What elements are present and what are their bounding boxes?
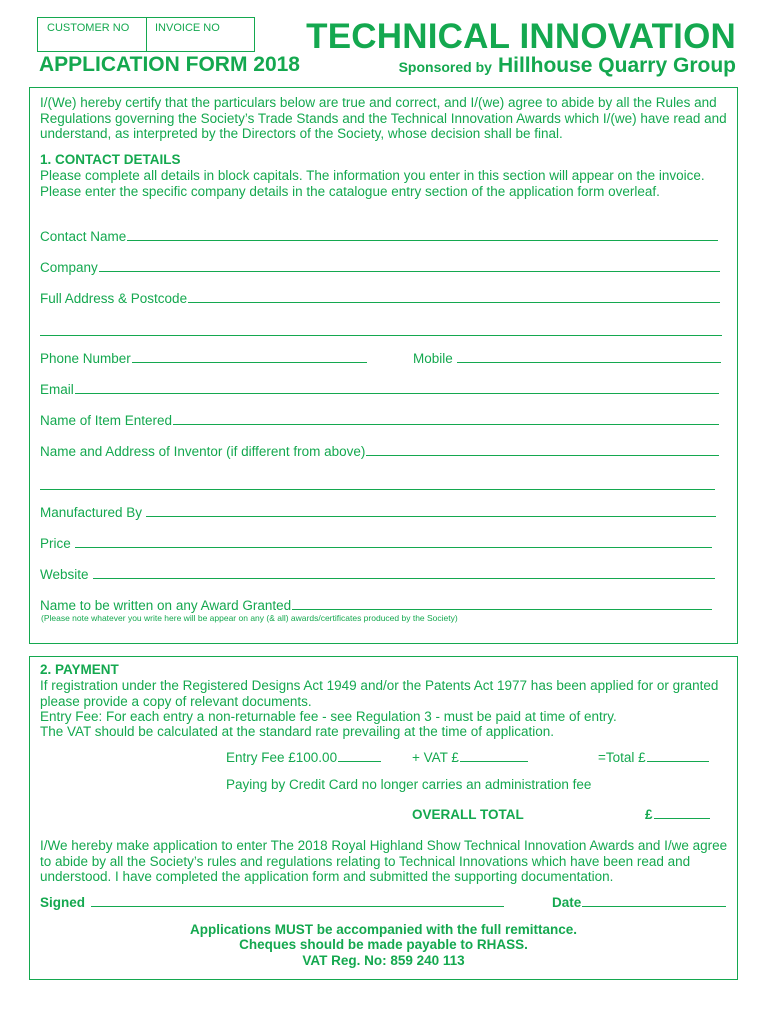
credit-card-note: Paying by Credit Card no longer carries an administration fee (226, 777, 592, 792)
email-field[interactable] (40, 382, 719, 397)
footer-cheques: Cheques should be made payable to RHASS. (239, 937, 528, 952)
address-line (188, 301, 720, 303)
website-label: Website (40, 567, 89, 582)
phone-line (132, 361, 367, 363)
overall-total-field[interactable] (645, 807, 710, 822)
inventor-line (366, 454, 719, 456)
date-field[interactable] (552, 895, 726, 910)
invoice-no-field[interactable] (146, 18, 256, 51)
footer-vat-reg: VAT Reg. No: 859 240 113 (302, 953, 465, 968)
sponsor-line (399, 54, 736, 78)
price-label: Price (40, 536, 71, 551)
vat-label: + VAT £ (412, 750, 459, 765)
inventor-field[interactable] (40, 444, 719, 459)
signed-label: Signed (40, 895, 86, 910)
email-label: Email (40, 382, 74, 397)
entry-fee-line (338, 760, 381, 762)
invoice-no-label: INVOICE NO (155, 22, 220, 34)
price-line (75, 546, 712, 548)
website-line (93, 577, 715, 579)
total-line (647, 760, 709, 762)
contact-instructions: Please complete all details in block capitals. The information you enter in this section will appear on the invoice. Please enter the specific company details in the catalogue entry section of the application form overleaf. (40, 168, 705, 199)
declaration-text: I/We hereby make application to enter The 2018 Royal Highland Show Technical Innovation Awards and I/we agree to abide by all the Society’s rules and regulations relating to Technical Innovations which have been read and understood. I have completed the application form and submitted the supporting documentation. (40, 838, 728, 885)
award-name-label: Name to be written on any Award Granted (40, 598, 292, 613)
address-field[interactable] (40, 291, 720, 306)
contact-name-label: Contact Name (40, 229, 127, 244)
manufactured-label: Manufactured By (40, 505, 143, 520)
contact-heading: 1. CONTACT DETAILS (40, 152, 181, 167)
mobile-label: Mobile (413, 351, 453, 366)
phone-field[interactable] (40, 351, 367, 366)
inventor-label: Name and Address of Inventor (if different from above) (40, 444, 366, 459)
award-name-field[interactable] (40, 598, 712, 613)
sponsored-by-label: Sponsored by (398, 59, 492, 75)
overall-total-label: OVERALL TOTAL (412, 807, 524, 822)
contact-name-line (127, 239, 718, 241)
total-label: =Total £ (598, 750, 646, 765)
form-subtitle: APPLICATION FORM 2018 (39, 53, 300, 76)
customer-no-label: CUSTOMER NO (47, 22, 130, 34)
item-line (173, 423, 719, 425)
vat-text: The VAT should be calculated at the standard rate prevailing at the time of application. (40, 724, 555, 739)
date-line (582, 905, 726, 907)
entry-fee-label: Entry Fee £100.00 (226, 750, 338, 765)
address-label: Full Address & Postcode (40, 291, 188, 306)
mobile-line (457, 361, 721, 363)
manufactured-line (146, 515, 716, 517)
price-field[interactable] (40, 536, 712, 551)
signature-field[interactable] (40, 895, 504, 910)
award-name-line (292, 608, 712, 610)
item-field[interactable] (40, 413, 719, 428)
inventor-line-2[interactable] (40, 488, 715, 490)
phone-label: Phone Number (40, 351, 131, 366)
total-amount-field[interactable] (598, 750, 709, 765)
company-line (99, 270, 720, 272)
item-label: Name of Item Entered (40, 413, 173, 428)
website-field[interactable] (40, 567, 715, 582)
footer-remittance: Applications MUST be accompanied with the full remittance. (189, 922, 578, 937)
vat-line (460, 760, 528, 762)
signature-line (91, 905, 504, 907)
entry-fee-text: Entry Fee: For each entry a non-returnable fee - see Regulation 3 - must be paid at time of entry. (40, 709, 617, 724)
email-line (75, 392, 719, 394)
reference-box (37, 17, 255, 52)
payment-text: If registration under the Registered Designs Act 1949 and/or the Patents Act 1977 has been applied for or granted please provide a copy of relevant documents. (40, 678, 719, 709)
payment-heading: 2. PAYMENT (40, 662, 119, 677)
manufactured-field[interactable] (40, 505, 716, 520)
vat-amount-field[interactable] (412, 750, 528, 765)
customer-no-field[interactable] (38, 18, 146, 51)
address-line-2[interactable] (40, 334, 722, 336)
entry-fee-amount (226, 750, 381, 765)
overall-total-line (654, 817, 710, 819)
company-field[interactable] (40, 260, 720, 275)
overall-currency: £ (645, 807, 653, 822)
intro-text: I/(We) hereby certify that the particulars below are true and correct, and I/(we) agree to abide by all the Rules and Regulations governing the Society’s Trade Stands and the Technical Innovation Awards which I/(we) have read and understand, as interpreted by the Directors of the Society, whose decision shall be final. (40, 95, 727, 142)
contact-name-field[interactable] (40, 229, 718, 244)
mobile-field[interactable] (413, 351, 721, 366)
date-label: Date (552, 895, 582, 910)
award-note: (Please note whatever you write here will be appear on any (& all) awards/certificates produced by the Society) (41, 613, 458, 623)
company-label: Company (40, 260, 98, 275)
form-title: TECHNICAL INNOVATION (306, 17, 736, 56)
sponsor-name: Hillhouse Quarry Group (497, 54, 736, 77)
